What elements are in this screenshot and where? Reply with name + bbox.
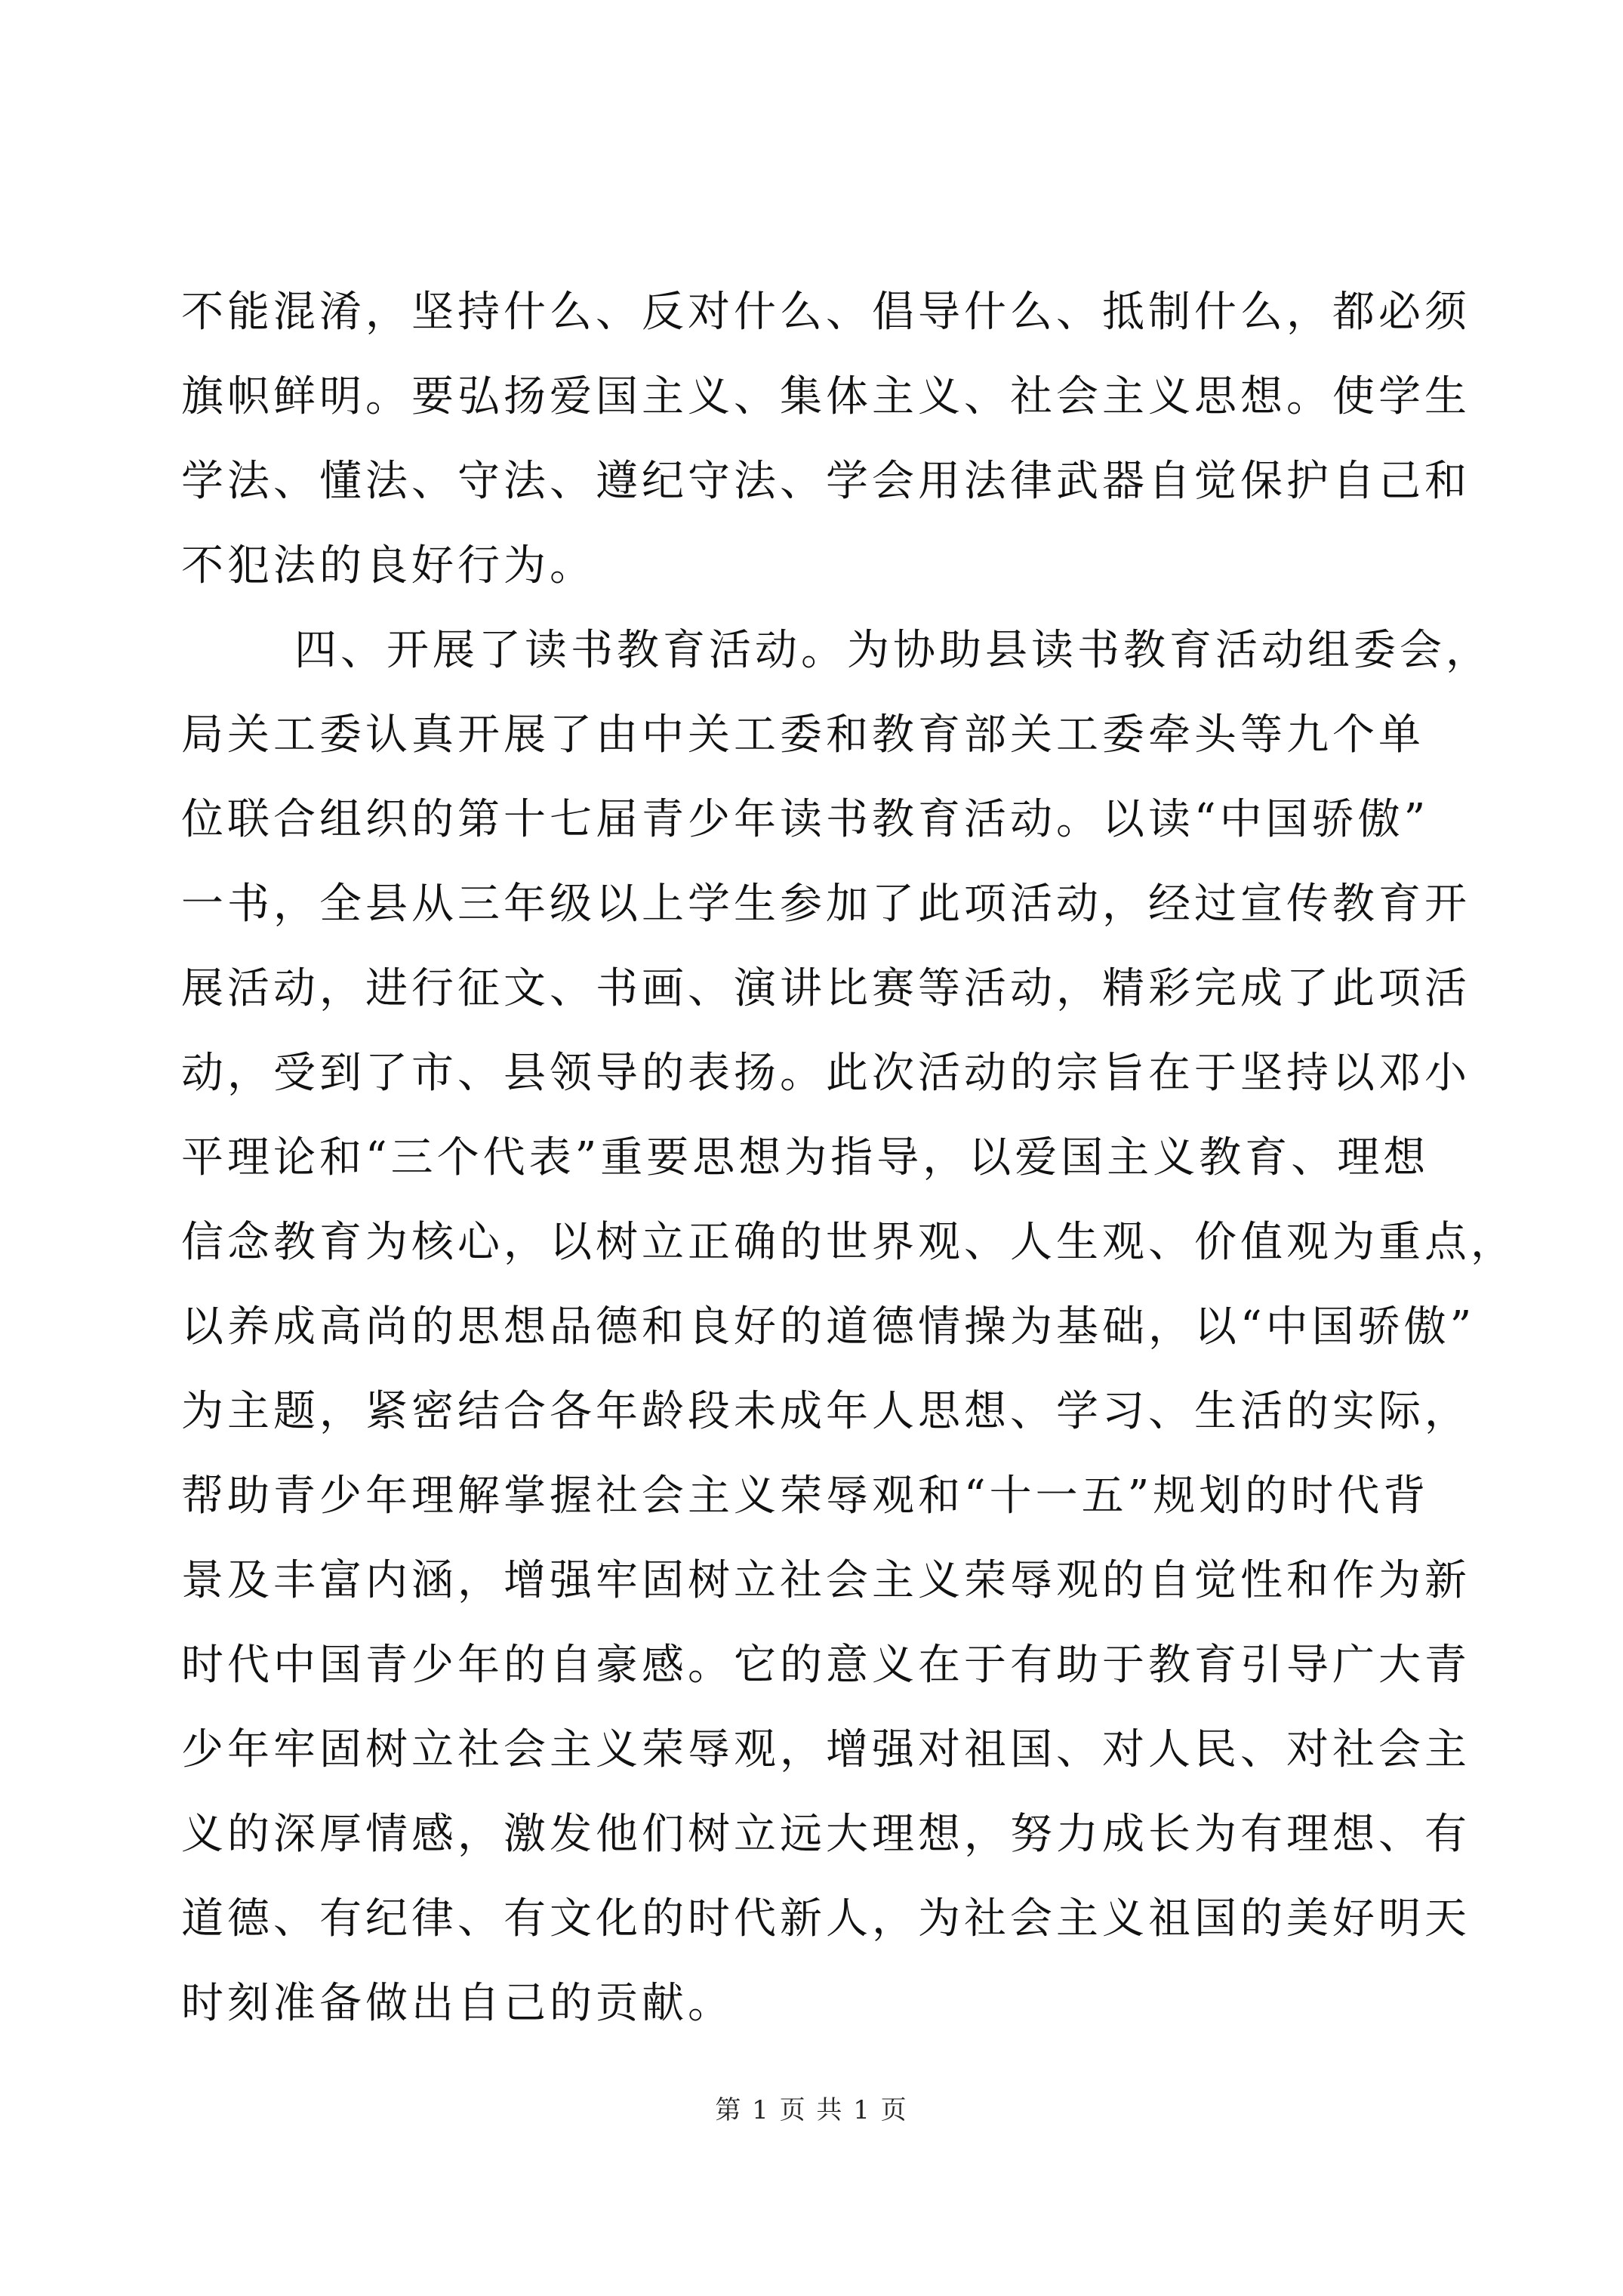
text-line: 一书，全县从三年级以上学生参加了此项活动，经过宣传教育开: [181, 880, 1471, 929]
text-line: 展活动，进行征文、书画、演讲比赛等活动，精彩完成了此项活: [181, 964, 1471, 1013]
text-line: 不能混淆，坚持什么、反对什么、倡导什么、抵制什么，都必须: [181, 288, 1471, 337]
text-line: 动，受到了市、县领导的表扬。此次活动的宗旨在于坚持以邓小: [181, 1049, 1471, 1098]
text-line: 局关工委认真开展了由中关工委和教育部关工委牵头等九个单: [181, 710, 1424, 760]
text-line: 少年牢固树立社会主义荣辱观，增强对祖国、对人民、对社会主: [181, 1725, 1471, 1774]
text-line: 道德、有纪律、有文化的时代新人，为社会主义祖国的美好明天: [181, 1894, 1471, 1943]
text-line: 平理论和“三个代表”重要思想为指导，以爱国主义教育、理想: [181, 1133, 1430, 1182]
text-line: 景及丰富内涵，增强牢固树立社会主义荣辱观的自觉性和作为新: [181, 1556, 1471, 1605]
text-line: 时代中国青少年的自豪感。它的意义在于有助于教育引导广大青: [181, 1641, 1471, 1690]
body-text: [181, 270, 1517, 2046]
text-line: 义的深厚情感，激发他们树立远大理想，努力成长为有理想、有: [181, 1810, 1471, 1859]
text-line: 不犯法的良好行为。: [181, 541, 596, 590]
text-line: 为主题，紧密结合各年龄段未成年人思想、学习、生活的实际，: [181, 1387, 1471, 1436]
text-line: 学法、懂法、守法、遵纪守法、学会用法律武器自觉保护自己和: [181, 457, 1471, 506]
text-line: 位联合组织的第十七届青少年读书教育活动。以读“中国骄傲”: [181, 795, 1430, 844]
text-line: 帮助青少年理解掌握社会主义荣辱观和“十一五”规划的时代背: [181, 1472, 1430, 1521]
page-footer: 第 1 页 共 1 页: [715, 2095, 908, 2125]
text-line: 旗帜鲜明。要弘扬爱国主义、集体主义、社会主义思想。使学生: [181, 372, 1471, 421]
text-line: 信念教育为核心，以树立正确的世界观、人生观、价值观为重点，: [181, 1218, 1517, 1267]
paragraph-first-line: 四、开展了读书教育活动。为协助县读书教育活动组委会，: [294, 626, 1492, 675]
text-line: 时刻准备做出自己的贡献。: [181, 1979, 734, 2028]
text-line: 以养成高尚的思想品德和良好的道德情操为基础，以“中国骄傲”: [181, 1302, 1476, 1351]
